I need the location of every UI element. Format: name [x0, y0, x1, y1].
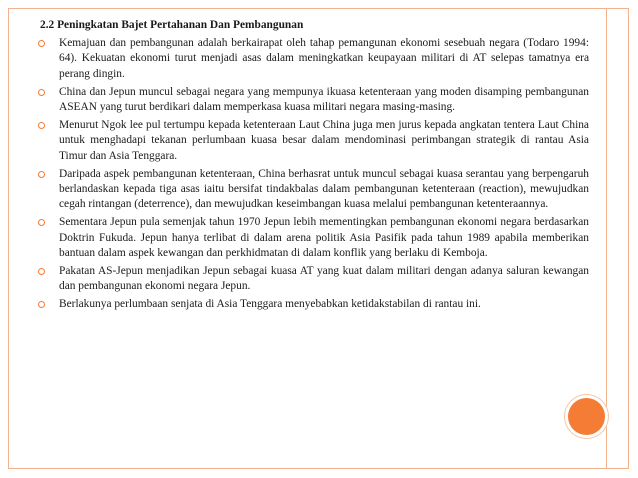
bullet-ring-icon [38, 301, 45, 308]
bullet-item [37, 167, 589, 213]
bullet-item [37, 85, 589, 115]
bullet-item [37, 215, 589, 261]
bullet-text: Menurut Ngok lee pul tertumpu kepada ketenteraan Laut China juga men jurus kepada angkatan tentera Laut China untuk menghadapi tekanan perlumbaan kuasa besar dalam mendominasi perimbangan strategik di rantau Asia Timur dan Asia Tenggara. [59, 119, 589, 162]
bullet-item [37, 118, 589, 164]
bullet-item [37, 36, 589, 82]
bullet-ring-icon [38, 171, 45, 178]
slide-vertical-rule [606, 8, 607, 469]
bullet-text: Sementara Jepun pula semenjak tahun 1970 Jepun lebih mementingkan pembangunan ekonomi negara berdasarkan Doktrin Fukuda. Jepun hanya terlibat di dalam arena politik Asia Pasifik pada tahun 1989 apabila memberikan bantuan dalam aspek kewangan dan perkhidmatan di dalam konflik yang berlaku di Kemboja. [59, 216, 589, 259]
bullet-text: Kemajuan dan pembangunan adalah berkairapat oleh tahap pemangunan ekonomi sesebuah negara (Todaro 1994: 64). Kekuatan ekonomi turut menjadi asas dalam meningkatkan keupayaan militari di AT selepas tamatnya era perang dingin. [59, 37, 589, 80]
bullet-text: Daripada aspek pembangunan ketenteraan, China berhasrat untuk muncul sebagai kuasa serantau yang berpengaruh berlandaskan kepada tiga asas iaitu bersifat tindakbalas dalam pembangunan ketenteraan (reaction), mewujudkan cegah rintangan (deterrence), dan mewujudkan keseimbangan kuasa melalui pembangunan ketenteraannya. [59, 167, 589, 211]
slide-content [37, 18, 589, 316]
bullet-item [37, 297, 589, 312]
bullet-text: Pakatan AS-Jepun menjadikan Jepun sebagai kuasa AT yang kuat dalam militari dengan adanya saluran kewangan dan pembangunan ekonomi negara Jepun. [59, 265, 589, 293]
bullet-ring-icon [38, 122, 45, 129]
bullet-ring-icon [38, 268, 45, 275]
bullet-item [37, 264, 589, 294]
orange-circle-decoration [568, 398, 605, 435]
bullet-ring-icon [38, 89, 45, 96]
bullet-text: Berlakunya perlumbaan senjata di Asia Tenggara menyebabkan ketidakstabilan di rantau ini. [59, 298, 481, 311]
bullet-list [37, 36, 589, 312]
bullet-text: China dan Jepun muncul sebagai negara yang mempunya ikuasa ketenteraan yang moden disamping pembangunan ASEAN yang turut berdikari dalam memperkasa kuasa militari negara masing-masing. [59, 85, 589, 114]
bullet-ring-icon [38, 219, 45, 226]
bullet-ring-icon [38, 40, 45, 47]
slide-title: 2.2 Peningkatan Bajet Pertahanan Dan Pembangunan [40, 19, 304, 31]
